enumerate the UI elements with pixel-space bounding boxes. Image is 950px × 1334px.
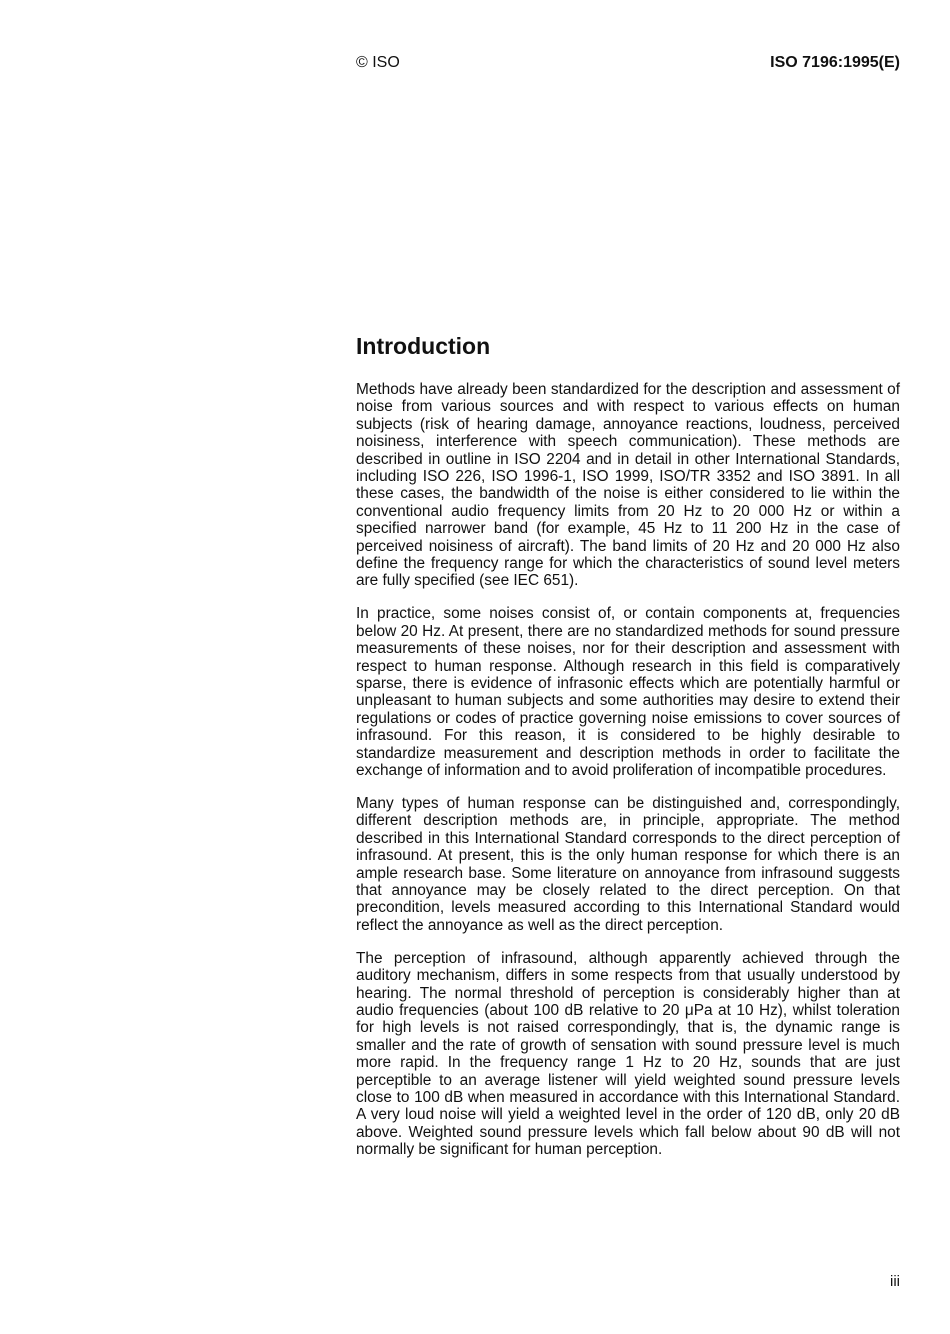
copyright-header: © ISO — [356, 54, 400, 71]
paragraph-4: The perception of infrasound, although apparently achieved through the auditory mechanism, differs in some respects from that usually understood by hearing. The normal threshold of perception is considerably higher than at audio frequencies (about 100 dB relative to 20 μPa at 10 Hz), whilst toleration for high levels is not raised correspondingly, that is, the dynamic range is smaller and the rate of growth of sensation with sound pressure level is much more rapid. In the frequency range 1 Hz to 20 Hz, sounds that are just perceptible to an average listener will yield weighted sound pressure levels close to 100 dB when measured in accordance with this International Standard. A very loud noise will yield a weighted level in the order of 120 dB, only 20 dB above. Weighted sound pressure levels which fall below about 90 dB will not normally be significant for human perception. — [356, 949, 900, 1159]
paragraph-3: Many types of human response can be distinguished and, correspondingly, different description methods are, in principle, appropriate. The method described in this International Standard corresponds to the direct perception of infrasound. At present, this is the only human response for which there is an ample research base. Some literature on annoyance from infrasound suggests that annoyance may be closely related to the direct perception. On that precondition, levels measured according to this International Standard would reflect the annoyance as well as the direct perception. — [356, 794, 900, 934]
introduction-body — [356, 381, 900, 1174]
paragraph-1: Methods have already been standardized for the description and assessment of noise from various sources and with respect to various effects on human subjects (risk of hearing damage, annoyance reactions, loudness, perceived noisiness, interference with speech communication). These methods are described in outline in ISO 2204 and in detail in other International Standards, including ISO 226, ISO 1996-1, ISO 1999, ISO/TR 3352 and ISO 3891. In all these cases, the bandwidth of the noise is either considered to lie within the conventional audio frequency limits from 20 Hz to 20 000 Hz or within a specified narrower band (for example, 45 Hz to 11 200 Hz in the case of perceived noisiness of aircraft). The band limits of 20 Hz and 20 000 Hz also define the frequency range for which the characteristics of sound level meters are fully specified (see IEC 651). — [356, 381, 900, 590]
paragraph-2: In practice, some noises consist of, or contain components at, frequencies below 20 Hz. At present, there are no standardized methods for sound pressure measurements of these noises, nor for their description and assessment with respect to human response. Although research in this field is comparatively sparse, there is evidence of infrasonic effects which are potentially harmful or unpleasant to human subjects and some authorities may desire to extend their regulations or codes of practice governing noise emissions to cover sources of infrasound. For this reason, it is considered to be highly desirable to standardize measurement and description methods in order to facilitate the exchange of information and to avoid proliferation of incompatible procedures. — [356, 605, 900, 780]
page-number: iii — [890, 1273, 900, 1290]
section-title: Introduction — [356, 333, 491, 359]
standard-number-header: ISO 7196:1995(E) — [770, 54, 900, 71]
